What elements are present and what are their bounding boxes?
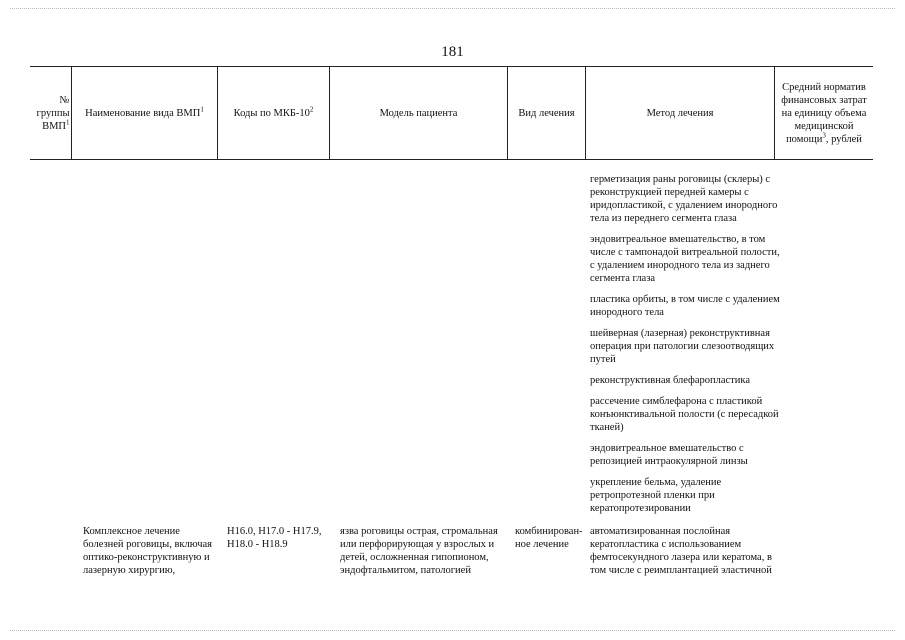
scan-artifact-top (10, 8, 895, 10)
header-treatment-method (586, 66, 774, 160)
header-treatment-type (508, 66, 585, 160)
header-codes (218, 66, 329, 160)
header-name-sup: 1 (200, 105, 204, 113)
method-item: рассечение симблефарона с пластикой конъюнктивальной полости (с пересадкой тканей) (590, 396, 779, 433)
header-cost-norm-text: Средний норматив финансовых затрат на единицу объема медицинской помощи (781, 81, 867, 145)
row-name: Комплексное лечение болезней роговицы, включая оптико-реконструктивную и лазерную хирургию, (83, 526, 212, 576)
row-patient-model: язва роговицы острая, стромальная или перфорирующая у взрослых и детей, осложненная гипопионом, эндофтальмитом, патологией (340, 526, 498, 576)
header-cost-norm-sup: 3 (822, 131, 826, 139)
row-treatment-type: комбинирован-ное лечение (515, 526, 583, 550)
header-patient-model (330, 66, 507, 160)
header-group-no-sup: 1 (66, 118, 70, 126)
header-patient-model-text: Модель пациента (379, 107, 458, 119)
method-item: шейверная (лазерная) реконструктивная операция при патологии слезоотводящих путей (590, 328, 775, 365)
method-item: укрепление бельма, удаление ретропротезной пленки при кератопротезировании (590, 477, 722, 514)
header-cost-norm (775, 66, 873, 160)
scan-artifact-bottom (10, 630, 895, 632)
method-item: эндовитреальное вмешательство с репозицией интраокулярной линзы (590, 443, 748, 467)
header-codes-sup: 2 (309, 105, 314, 113)
header-group-no-text: № группы ВМП (36, 94, 70, 132)
methods-list (590, 173, 786, 523)
page-number: 181 (441, 44, 464, 60)
header-codes-text: Коды по МКБ-10 (233, 107, 310, 119)
method-item: герметизация раны роговицы (склеры) с реконструкцией передней камеры с иридопластикой, с удалением инородного тела из переднего сегмента глаза (590, 174, 778, 224)
method-item: пластика орбиты, в том числе с удалением инородного тела (590, 294, 780, 318)
method-item: эндовитреальное вмешательство, в том числе с тампонадой витреальной полости, с удалением инородного тела из заднего сегмента глаза (590, 234, 780, 284)
header-treatment-type-text: Вид лечения (518, 107, 575, 119)
header-cost-norm-suffix: , рублей (825, 133, 862, 145)
header-treatment-method-text: Метод лечения (646, 107, 714, 119)
method-item: реконструктивная блефаропластика (590, 375, 751, 386)
row-treatment-method: автоматизированная послойная кератопластика с использованием фемтосекундного лазера или кератома, в том числе с реимплантацией эластичной (590, 526, 772, 576)
row-codes: H16.0, H17.0 - H17.9, H18.0 - H18.9 (227, 526, 322, 550)
header-group-no (30, 66, 71, 160)
header-name-text: Наименование вида ВМП (85, 107, 201, 119)
header-name (72, 66, 217, 160)
